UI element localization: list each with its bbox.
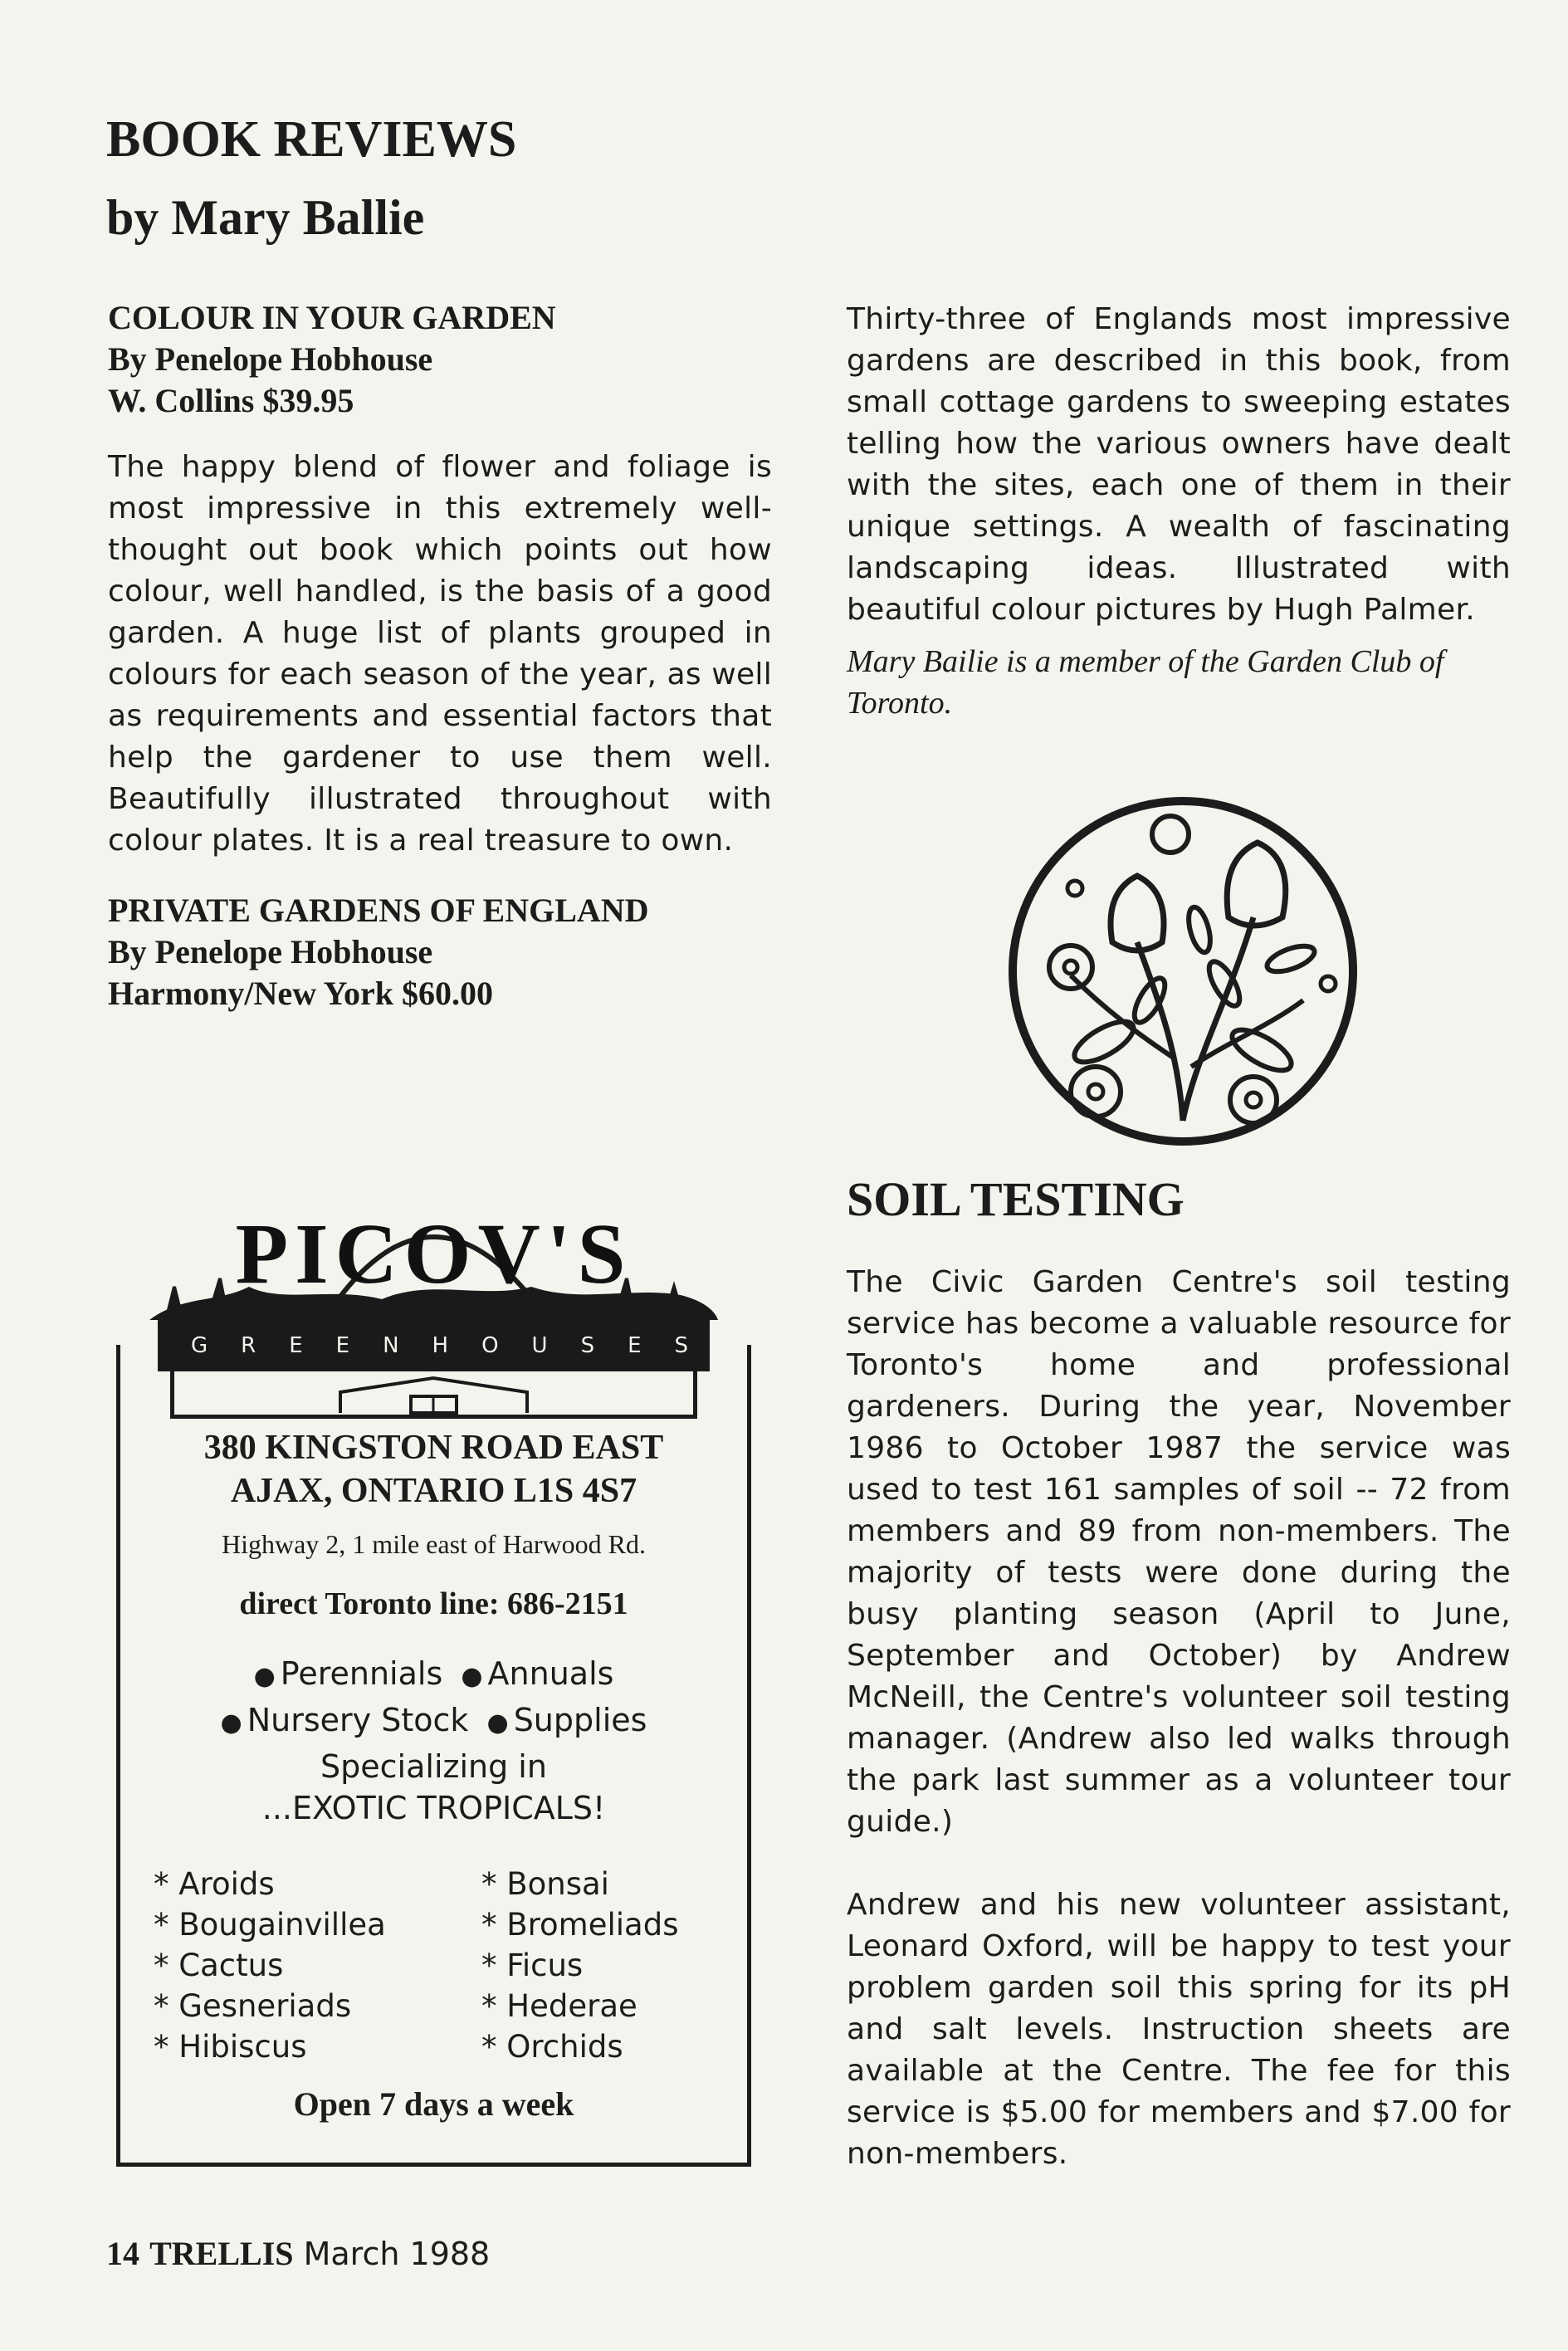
list-item: * Bougainvillea [154, 1907, 386, 1943]
list-item: * Orchids [481, 2029, 623, 2065]
ad-subtitle: GREENHOUSES [191, 1333, 721, 1358]
list-item: * Aroids [154, 1866, 275, 1902]
review2-publisher: Harmony/New York $60.00 [108, 975, 494, 1012]
ad-address-line1: 380 KINGSTON ROAD EAST [203, 1429, 664, 1467]
byline: by Mary Ballie [106, 190, 425, 245]
ad-plants-left [154, 1864, 386, 2067]
bullet-icon: ● [220, 1708, 242, 1738]
ad-directions: Highway 2, 1 mile east of Harwood Rd. [221, 1529, 646, 1559]
ad-categories [116, 1652, 751, 1788]
page-footer [106, 2233, 490, 2275]
review1-author: By Penelope Hobhouse [108, 340, 433, 378]
picovs-advertisement [116, 1162, 751, 2175]
list-item: * Bromeliads [481, 1907, 679, 1943]
ad-phone: direct Toronto line: 686-2151 [239, 1586, 628, 1621]
list-item: * Cactus [154, 1948, 284, 1983]
section-title: BOOK REVIEWS [106, 111, 517, 168]
bullet-icon: ● [486, 1708, 509, 1738]
list-item: * Ficus [481, 1948, 584, 1983]
soil-testing-body [847, 1262, 1511, 2175]
bullet-icon: ● [461, 1662, 483, 1691]
issue-date: March 1988 [303, 2236, 491, 2272]
ad-address [116, 1426, 751, 1513]
review2-text: Thirty-three of Englands most impressive gardens are described in this book, from small cottage gardens to sweeping estates telling how the various owners have dealt with the sites, each one of them in their unique settings. A wealth of fascinating landscaping ideas. Illustrated with beautiful colour pictures by Hugh Palmer. [847, 302, 1511, 627]
right-column [847, 299, 1511, 724]
ad-exotic-tropicals: ...EXOTIC TROPICALS! [261, 1790, 606, 1826]
list-item: * Gesneriads [154, 1988, 352, 2024]
review1-publisher: W. Collins $39.95 [108, 382, 354, 419]
ad-category: Nursery Stock [247, 1702, 469, 1738]
page-number: 14 [106, 2235, 139, 2272]
review1-title: COLOUR IN YOUR GARDEN [108, 299, 556, 336]
soil-testing-title: SOIL TESTING [847, 1172, 1185, 1226]
review2-title: PRIVATE GARDENS OF ENGLAND [108, 892, 649, 929]
list-item: * Hibiscus [154, 2029, 307, 2065]
ad-address-line2: AJAX, ONTARIO L1S 4S7 [230, 1472, 637, 1510]
ad-specializing: Specializing in [320, 1748, 547, 1785]
soil-paragraph-1: The Civic Garden Centre's soil testing service has become a valuable resource for Toronto's home and professional gardeners. During the year, November 1986 to October 1987 the service was used to test 161 samples of soil -- 72 from members and 89 from non-members. The majority of tests were done during the busy planting season (April to June, September and October) by Andrew McNeill, the Centre's volunteer soil testing manager. (Andrew also led walks through the park last summer as a volunteer tour guide.) [847, 1265, 1511, 1839]
ad-hours: Open 7 days a week [293, 2085, 574, 2123]
list-item: * Bonsai [481, 1866, 609, 1902]
floral-ornament-icon [1004, 793, 1361, 1150]
author-note: Mary Bailie is a member of the Garden Club of Toronto. [847, 644, 1444, 721]
left-column [108, 297, 772, 1014]
publication-name: TRELLIS [149, 2235, 294, 2272]
review1-text: The happy blend of flower and foliage is most impressive in this extremely well-thought out book which points out how colour, well handled, is the basis of a good garden. A huge list of plants grouped in colours for each season of the year, as well as requirements and essential factors that help the gardener to use them well. Beautifully illustrated throughout with colour plates. It is a real treasure to own. [108, 450, 772, 858]
list-item: * Hederae [481, 1988, 637, 2024]
soil-paragraph-2: Andrew and his new volunteer assistant, Leonard Oxford, will be happy to test your problem garden soil this spring for its pH and salt levels. Instruction sheets are available at the Centre. The fee for this service is $5.00 for members and $7.00 for non-members. [847, 1888, 1511, 2171]
ad-business-name: PICOV'S [235, 1206, 633, 1302]
ad-category: Supplies [513, 1702, 647, 1738]
ad-category: Perennials [280, 1655, 443, 1692]
ad-category: Annuals [487, 1655, 614, 1692]
ad-plants-right [481, 1864, 679, 2067]
bullet-icon: ● [253, 1662, 276, 1691]
review2-author: By Penelope Hobhouse [108, 933, 433, 970]
